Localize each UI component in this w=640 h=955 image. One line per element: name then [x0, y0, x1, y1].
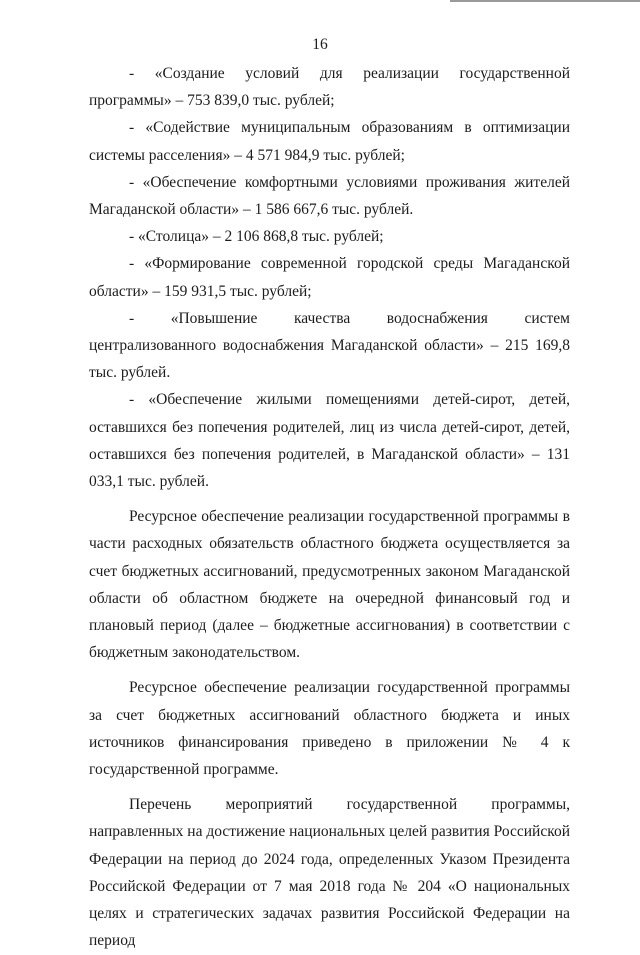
list-item-capital: - «Столица» – 2 106 868,8 тыс. рублей;	[129, 228, 384, 246]
list-item-water-supply: - «Повышение качества водоснабжения систем централизованного водоснабжения Магаданской области» – 215 169,8 тыс. рублей.	[89, 309, 570, 382]
list-item-comfortable-living: - «Обеспечение комфортными условиями проживания жителей Магаданской области» – 1 586 667,6 тыс. рублей.	[89, 173, 570, 219]
list-item-orphans-housing: - «Обеспечение жилыми помещениями детей-сирот, детей, оставшихся без попечения родителей, лиц из числа детей-сирот, детей, оставшихся без попечения родителей, в Магаданской области» – 131 033,1 тыс. рублей.	[89, 391, 570, 491]
page-number: 16	[312, 36, 328, 53]
list-item-municipal-assistance: - «Содействие муниципальным образованиям в оптимизации системы расселения» – 4 571 984,9 тыс. рублей;	[89, 119, 570, 164]
scan-edge-mark	[450, 0, 640, 2]
paragraph-national-goals: Перечень мероприятий государственной программы, направленных на достижение национальных целей развития Российской Федерации на период до 2024 года, определенных Указом Президента Российской Федерации от 7 мая 2018 года № 204 «О национальных целях и стратегических задачах развития Российской Федерации на период	[89, 796, 570, 950]
document-body	[89, 60, 570, 955]
list-item-urban-environment: - «Формирование современной городской среды Магаданской области» – 159 931,5 тыс. рублей;	[89, 255, 570, 300]
paragraph-appendix-reference: Ресурсное обеспечение реализации государственной программы за счет бюджетных ассигнований областного бюджета и иных источников финансирования приведено в приложении № 4 к государственной программе.	[89, 679, 570, 779]
list-item-program-conditions: - «Создание условий для реализации государственной программы» – 753 839,0 тыс. рублей;	[89, 65, 570, 110]
paragraph-resource-provision: Ресурсное обеспечение реализации государственной программы в части расходных обязательств областного бюджета осуществляется за счет бюджетных ассигнований, предусмотренных законом Магаданской области об областном бюджете на очередной финансовый год и плановый период (далее – бюджетные ассигнования) в соответствии с бюджетным законодательством.	[89, 508, 570, 662]
